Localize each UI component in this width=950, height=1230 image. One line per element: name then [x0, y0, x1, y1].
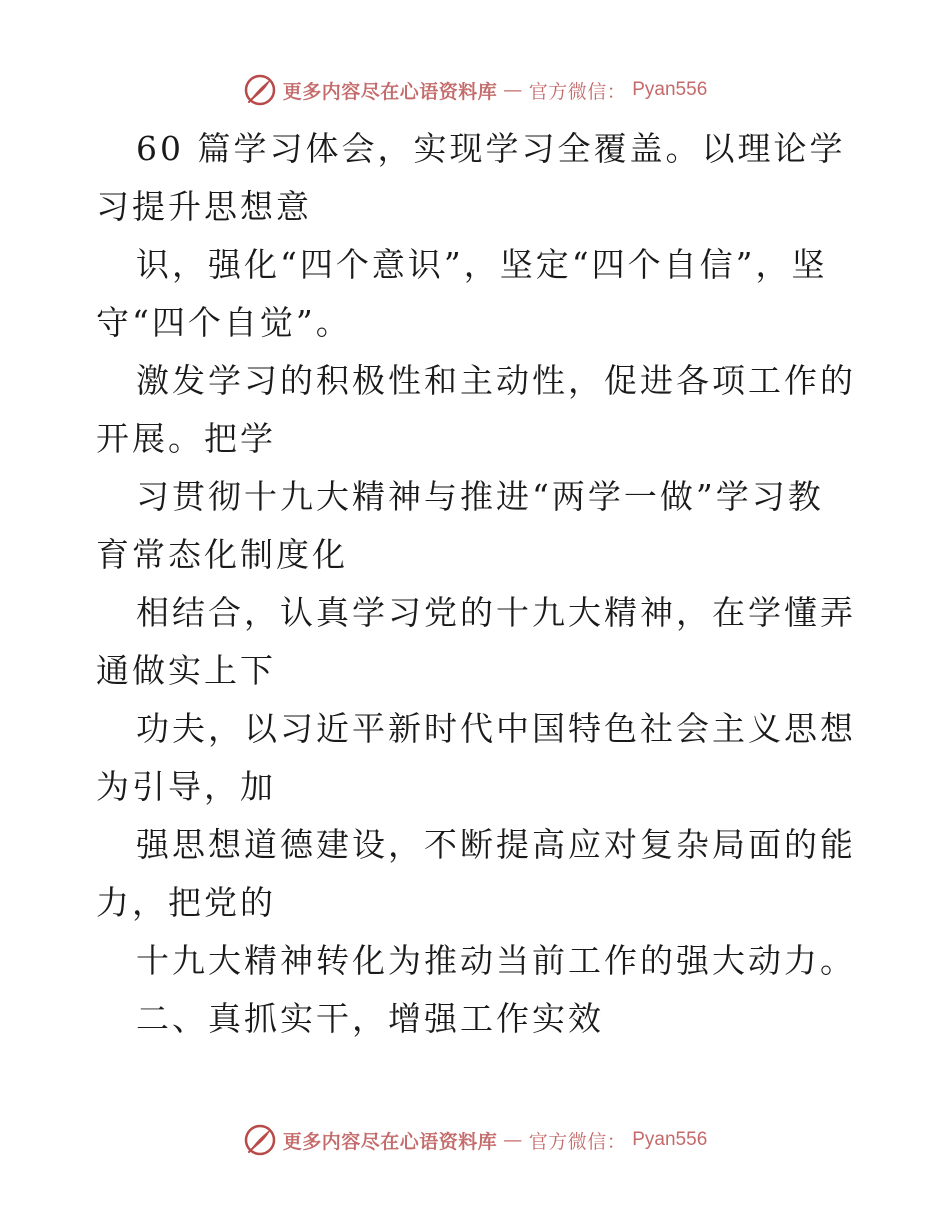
paragraph: 激发学习的积极性和主动性，促进各项工作的开展。把学	[96, 361, 856, 458]
banner-separator: —	[503, 79, 523, 101]
paragraph: 识，强化“四个意识”，坚定“四个自信”，坚守“四个自觉”。	[96, 245, 828, 342]
brand-text: 更多内容尽在心语资料库	[282, 1130, 498, 1153]
header-banner	[0, 70, 950, 110]
banner-separator: —	[503, 1129, 523, 1151]
footer-banner	[0, 1120, 950, 1160]
paragraph: 60 篇学习体会，实现学习全覆盖。以理论学习提升思想意	[96, 129, 846, 226]
document-body	[96, 120, 856, 1048]
feather-pen-logo-icon	[243, 73, 277, 107]
paragraph: 十九大精神转化为推动当前工作的强大动力。	[136, 941, 856, 980]
wechat-account: Pyan556	[632, 1129, 708, 1150]
feather-pen-logo-icon	[243, 1123, 277, 1157]
wechat-account: Pyan556	[632, 79, 708, 100]
wechat-label: 官方微信：	[528, 1130, 627, 1153]
paragraph: 强思想道德建设，不断提高应对复杂局面的能力，把党的	[96, 825, 856, 922]
section-heading: 二、真抓实干，增强工作实效	[136, 999, 604, 1038]
wechat-label: 官方微信：	[528, 80, 627, 103]
paragraph: 功夫，以习近平新时代中国特色社会主义思想为引导，加	[96, 709, 856, 806]
paragraph: 相结合，认真学习党的十九大精神，在学懂弄通做实上下	[96, 593, 856, 690]
paragraph: 习贯彻十九大精神与推进“两学一做”学习教育常态化制度化	[96, 477, 824, 574]
brand-text: 更多内容尽在心语资料库	[282, 80, 498, 103]
